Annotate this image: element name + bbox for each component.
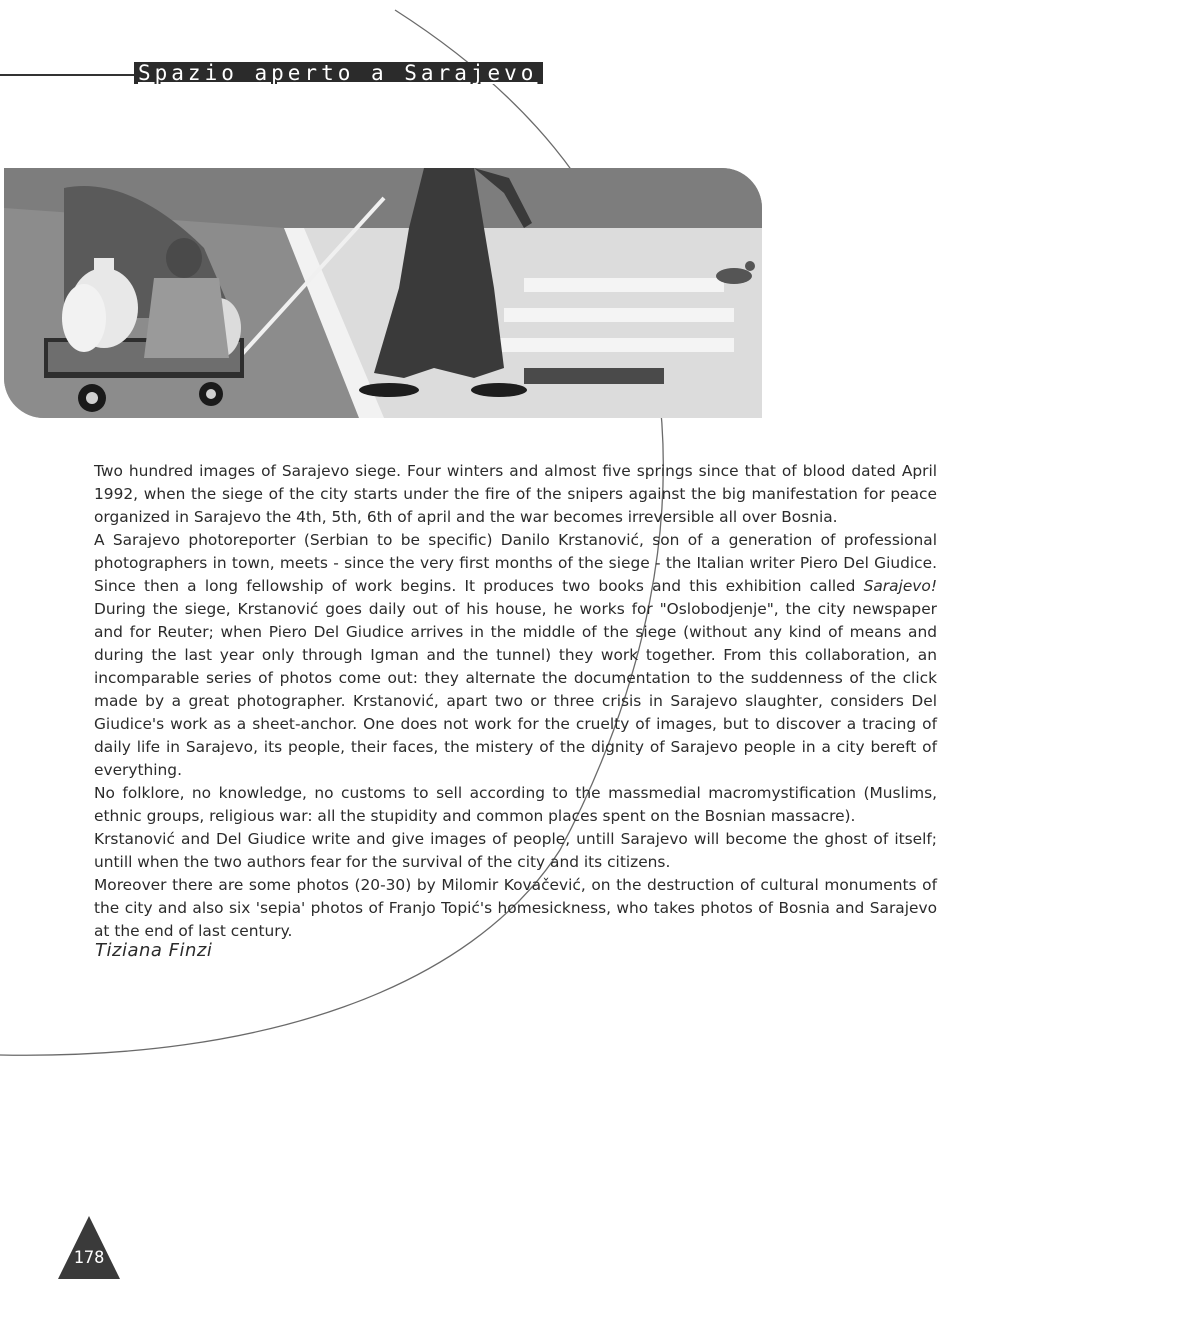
paragraph: Moreover there are some photos (20-30) by Milomir Kovačević, on the destruction of cultural monuments of the city and also six 'sepia' photos of Franjo Topić's homesickness, who takes photos of Bosnia and Sarajevo at the end of last century. [94, 876, 937, 940]
section-title: Spazio aperto a Sarajevo [134, 62, 543, 84]
header-rule [0, 74, 136, 76]
paragraph [94, 529, 937, 782]
paragraph-text: A Sarajevo photoreporter (Serbian to be specific) Danilo Krstanović, son of a generation of professional photographers in town, meets - since the very first months of the siege - the Italian writer Piero Del Giudice. Since then a long fellowship of work begins. It produces two books and this exhibition called [94, 531, 937, 595]
paragraph: Krstanović and Del Giudice write and give images of people, untill Sarajevo will become the ghost of itself; untill when the two authors fear for the survival of the city and its citizens. [94, 830, 937, 871]
paragraph: No folklore, no knowledge, no customs to sell according to the massmedial macromystification (Muslims, ethnic groups, religious war: all the stupidity and common places spent on the Bosnian massacre). [94, 784, 937, 825]
article-photo [4, 168, 762, 418]
article-body [94, 460, 937, 943]
author-signature: Tiziana Finzi [95, 940, 213, 961]
exhibition-title: Sarajevo! [863, 577, 937, 595]
paragraph-text: During the siege, Krstanović goes daily out of his house, he works for "Oslobodjenje", the city newspaper and for Reuter; when Piero Del Giudice arrives in the middle of the siege (without any kind of means and during the last year only through Igman and the tunnel) they work together. From this collaboration, an incomparable series of photos come out: they alternate the documentation to the suddenness of the click made by a great photographer. Krstanović, apart two or three crisis in Sarajevo slaughter, considers Del Giudice's work as a sheet-anchor. One does not work for the cruelty of images, but to discover a tracing of daily life in Sarajevo, its people, their faces, the mistery of the dignity of Sarajevo people in a city bereft of everything. [94, 600, 937, 779]
page-number: 178 [73, 1248, 105, 1268]
paragraph: Two hundred images of Sarajevo siege. Four winters and almost five springs since that of blood dated April 1992, when the siege of the city starts under the fire of the snipers against the big manifestation for peace organized in Sarajevo the 4th, 5th, 6th of april and the war becomes irreversible all over Bosnia. [94, 462, 937, 526]
